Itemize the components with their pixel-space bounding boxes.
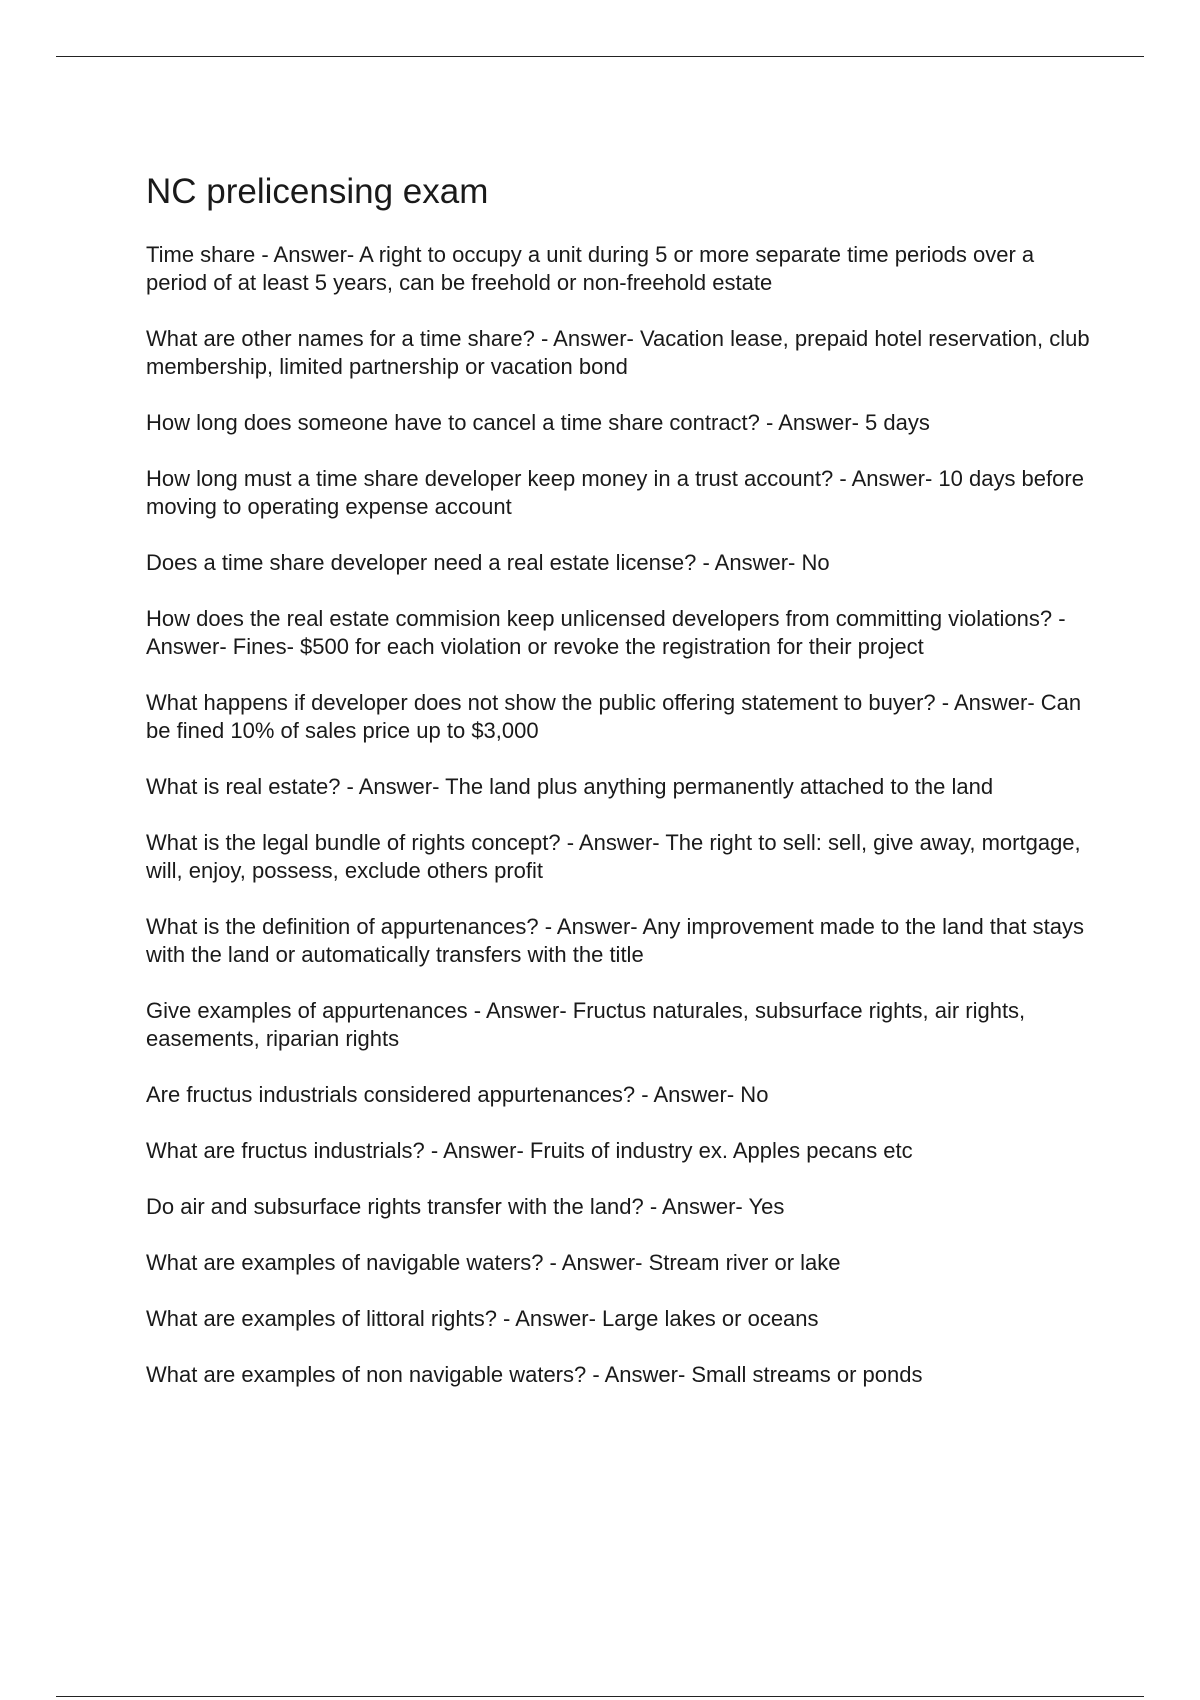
qa-item: What is the definition of appurtenances? - Answer- Any improvement made to the land that stays with the land or automatically transfers with the title [146,914,1084,967]
bottom-divider [56,1696,1144,1697]
document-body [146,170,1090,1417]
qa-item: What are examples of non navigable waters? - Answer- Small streams or ponds [146,1362,923,1387]
qa-item: How long does someone have to cancel a time share contract? - Answer- 5 days [146,410,930,435]
qa-item: Do air and subsurface rights transfer with the land? - Answer- Yes [146,1194,785,1219]
qa-item: Give examples of appurtenances - Answer- Fructus naturales, subsurface rights, air rights, easements, riparian rights [146,998,1026,1051]
qa-item: What are examples of navigable waters? - Answer- Stream river or lake [146,1250,841,1275]
qa-item: How does the real estate commision keep unlicensed developers from committing violations? - Answer- Fines- $500 for each violation or revoke the registration for their project [146,606,1066,659]
qa-list [146,241,1090,1389]
qa-item: What are other names for a time share? - Answer- Vacation lease, prepaid hotel reservation, club membership, limited partnership or vacation bond [146,326,1090,379]
qa-item: Are fructus industrials considered appurtenances? - Answer- No [146,1082,769,1107]
qa-item: What is real estate? - Answer- The land plus anything permanently attached to the land [146,774,994,799]
qa-item: What are fructus industrials? - Answer- Fruits of industry ex. Apples pecans etc [146,1138,913,1163]
qa-item: How long must a time share developer keep money in a trust account? - Answer- 10 days before moving to operating expense account [146,466,1084,519]
qa-item: Time share - Answer- A right to occupy a unit during 5 or more separate time periods over a period of at least 5 years, can be freehold or non-freehold estate [146,242,1035,295]
top-divider [56,56,1144,57]
qa-item: What is the legal bundle of rights concept? - Answer- The right to sell: sell, give away, mortgage, will, enjoy, possess, exclude others profit [146,830,1081,883]
qa-item: What are examples of littoral rights? - Answer- Large lakes or oceans [146,1306,819,1331]
qa-item: Does a time share developer need a real estate license? - Answer- No [146,550,830,575]
qa-item: What happens if developer does not show the public offering statement to buyer? - Answer- Can be fined 10% of sales price up to $3,000 [146,690,1082,743]
document-title: NC prelicensing exam [146,172,489,211]
